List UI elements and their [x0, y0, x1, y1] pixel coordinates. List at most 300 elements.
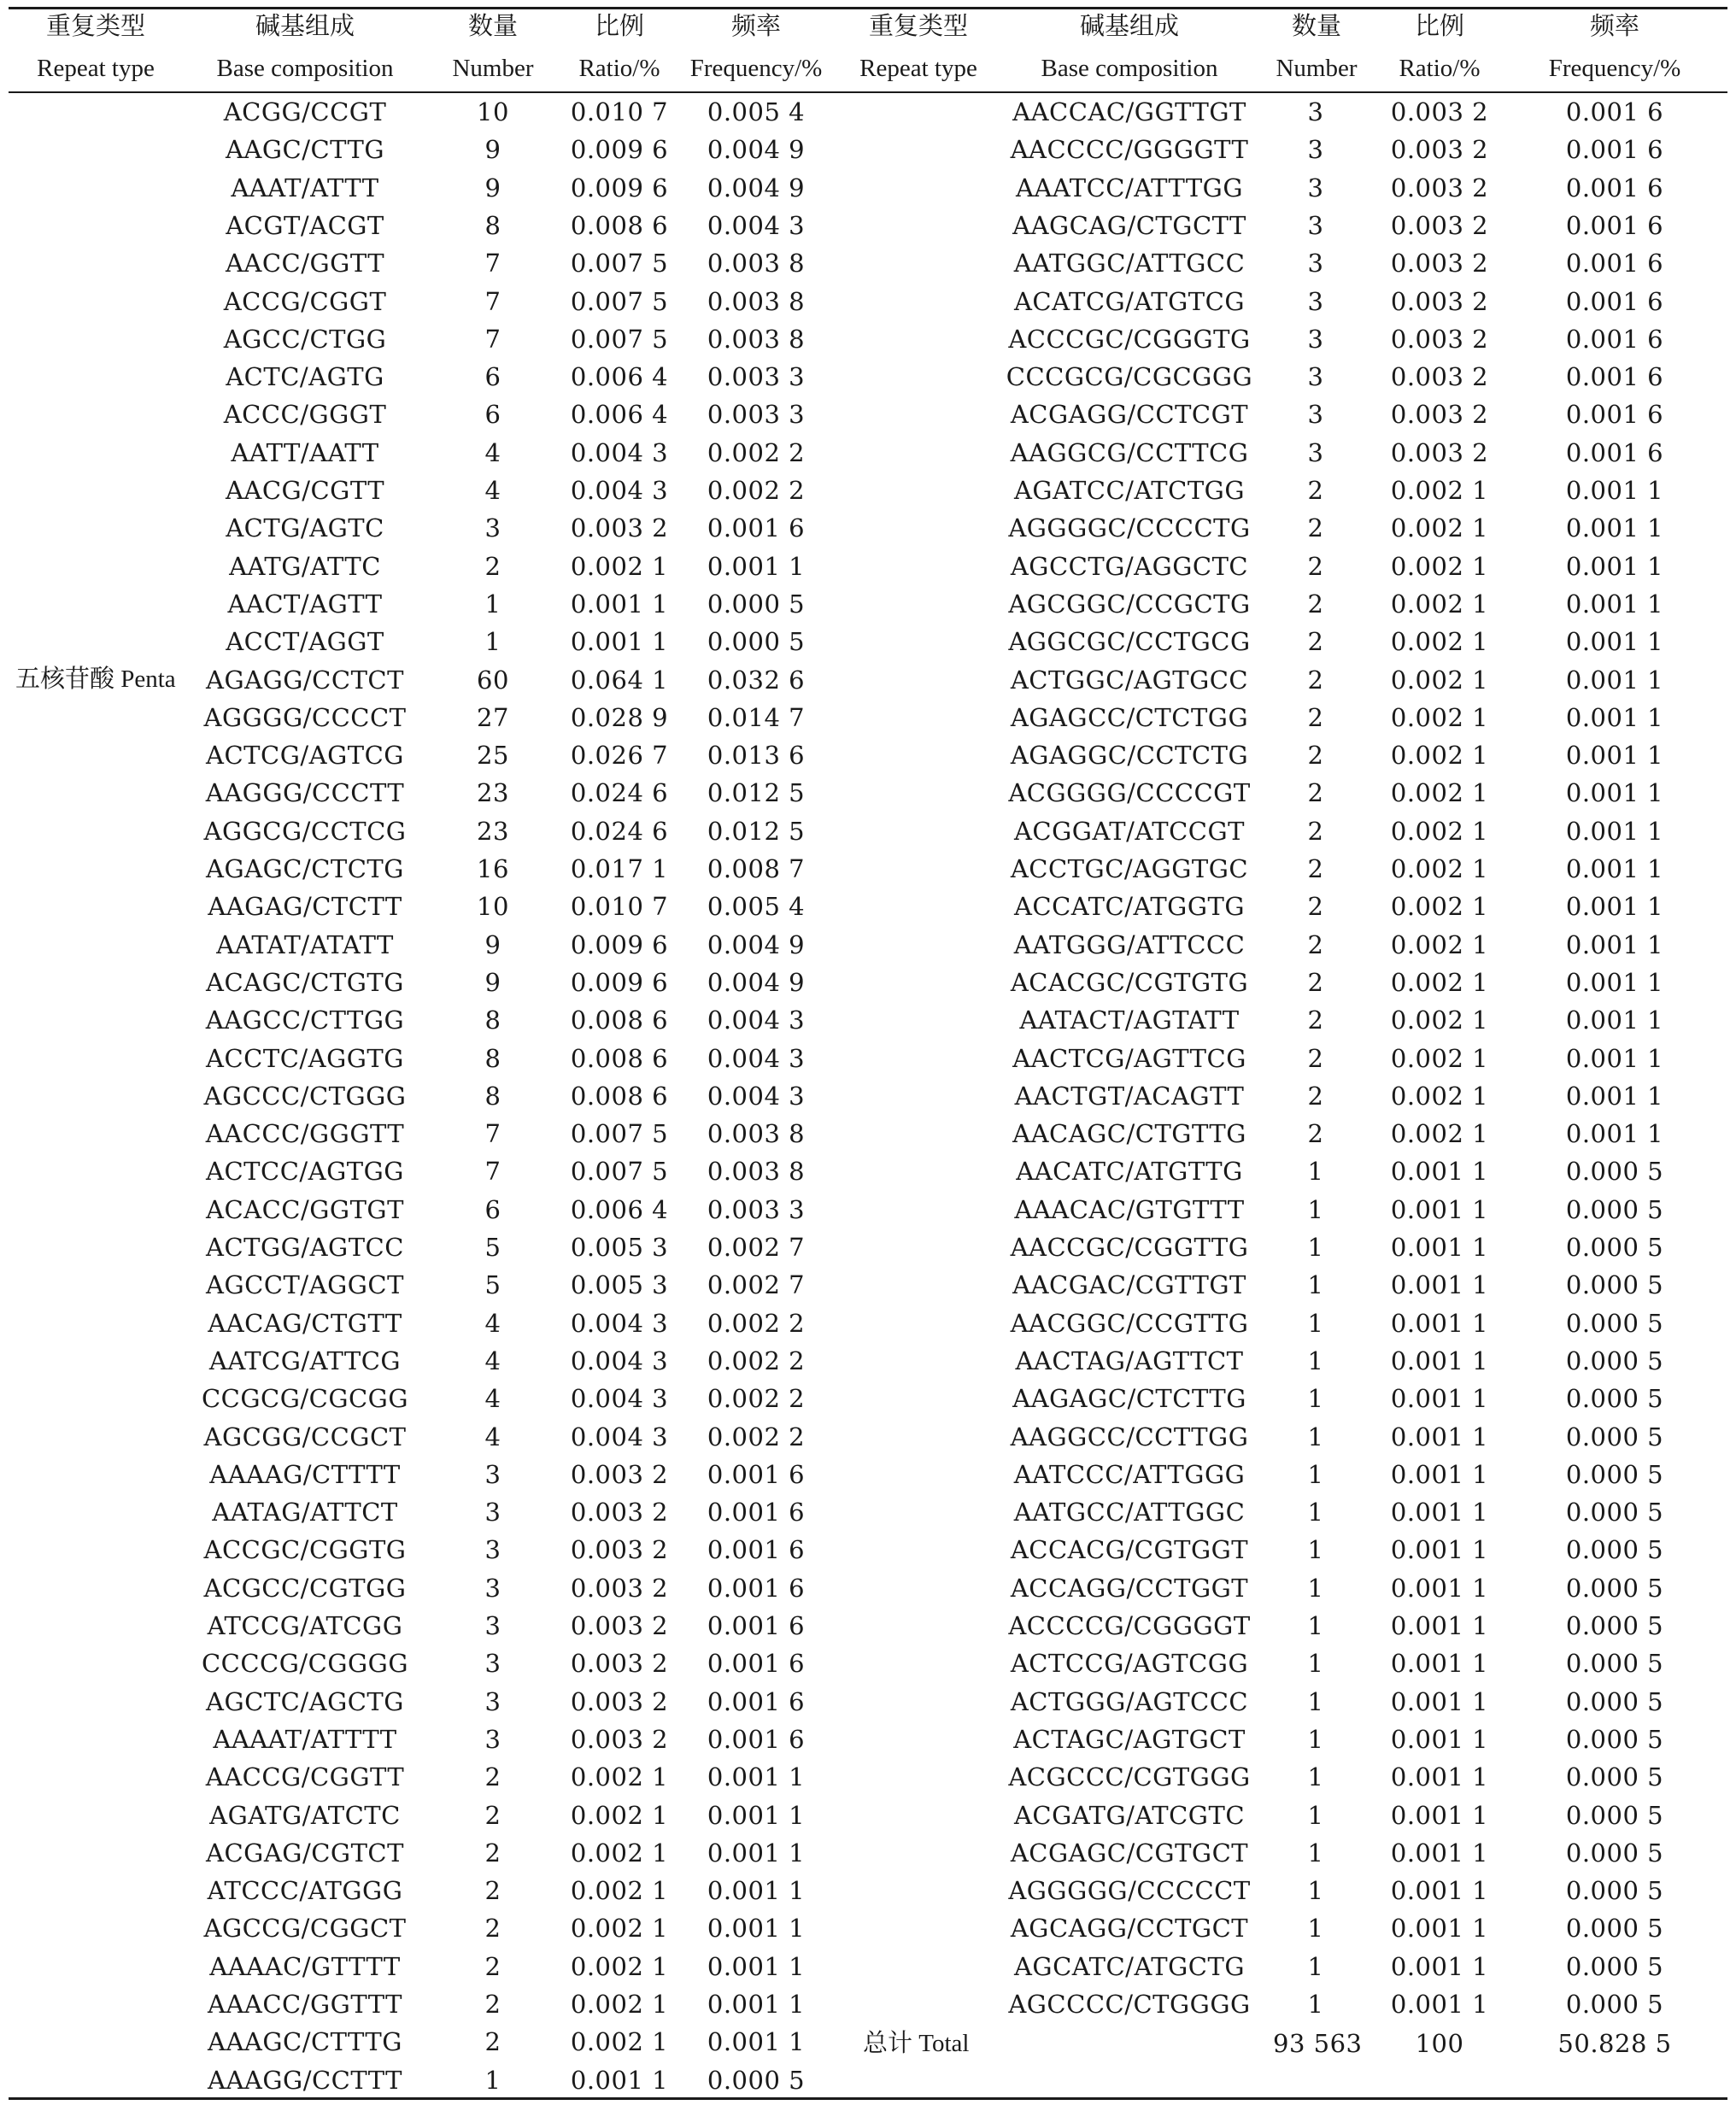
right-number-cell: 1 [1307, 1762, 1324, 1792]
header-right-zh-2: 数量 [1291, 11, 1341, 40]
right-base-composition-cell: ACGGAT/ATCCGT [1013, 816, 1246, 846]
right-ratio-cell: 0.002 1 [1390, 551, 1489, 581]
left-base-composition-cell: ACAGC/CTGTG [206, 967, 404, 997]
left-frequency-cell: 0.000 5 [707, 589, 806, 619]
right-base-composition-cell: AGCAGG/CCTGCT [1010, 1914, 1249, 1944]
right-number-cell: 1 [1307, 1800, 1324, 1830]
left-ratio-cell: 0.002 1 [570, 1951, 669, 1981]
left-frequency-cell: 0.003 8 [707, 324, 806, 354]
left-number-cell: 6 [484, 362, 501, 392]
left-ratio-cell: 0.004 3 [570, 1422, 669, 1451]
header-left-zh-0: 重复类型 [45, 11, 145, 40]
left-base-composition-cell: ACCG/CGGT [223, 286, 387, 316]
right-base-composition-cell: AAGCAG/CTGCTT [1012, 210, 1246, 240]
left-number-cell: 10 [477, 892, 509, 922]
left-frequency-cell: 0.000 5 [707, 627, 806, 657]
right-frequency-cell: 0.001 1 [1565, 741, 1664, 771]
right-ratio-cell: 0.001 1 [1390, 1573, 1489, 1603]
left-number-cell: 3 [484, 1649, 501, 1679]
right-base-composition-cell: ACGATG/ATCGTC [1013, 1800, 1246, 1830]
right-base-composition-cell: AACATC/ATGTTG [1016, 1157, 1243, 1187]
right-base-composition-cell: ACGAGC/CGTGCT [1010, 1838, 1249, 1868]
left-frequency-cell: 0.002 2 [707, 437, 806, 467]
left-frequency-cell: 0.008 7 [707, 854, 806, 883]
left-number-cell: 2 [484, 551, 501, 581]
right-base-composition-cell: AACTAG/AGTTCT [1015, 1346, 1244, 1375]
left-number-cell: 3 [484, 1686, 501, 1716]
right-number-cell: 2 [1307, 513, 1324, 543]
total-label: 总计 Total [863, 2030, 970, 2057]
left-ratio-cell: 0.004 3 [570, 1308, 669, 1338]
left-base-composition-cell: ACGT/ACGT [226, 210, 384, 240]
right-table-row [0, 1266, 1736, 1304]
right-table-row [0, 585, 1736, 623]
right-ratio-cell: 0.001 1 [1390, 1649, 1489, 1679]
right-table-row [0, 964, 1736, 1001]
right-ratio-cell: 0.002 1 [1390, 589, 1489, 619]
right-number-cell: 1 [1307, 1422, 1324, 1451]
right-frequency-cell: 0.001 1 [1565, 627, 1664, 657]
left-base-composition-cell: AGAGC/CTCTG [206, 854, 404, 883]
left-base-composition-cell: AATAT/ATATT [216, 929, 394, 959]
right-number-cell: 2 [1307, 741, 1324, 771]
left-frequency-cell: 0.001 6 [707, 1686, 806, 1716]
right-ratio-cell: 0.003 2 [1390, 286, 1489, 316]
left-ratio-cell: 0.002 1 [570, 1800, 669, 1830]
left-base-composition-cell: AGGGG/CCCCT [203, 702, 407, 732]
right-base-composition-cell: AATACT/AGTATT [1019, 1006, 1240, 1035]
right-table-row [0, 850, 1736, 888]
right-number-cell: 2 [1307, 702, 1324, 732]
right-base-composition-cell: AACCAC/GGTTGT [1012, 97, 1246, 126]
left-ratio-cell: 0.002 1 [570, 1876, 669, 1906]
left-ratio-cell: 0.003 2 [570, 1724, 669, 1754]
right-frequency-cell: 0.001 6 [1565, 249, 1664, 279]
right-frequency-cell: 0.000 5 [1565, 1914, 1664, 1944]
right-table-row [0, 661, 1736, 699]
left-frequency-cell: 0.005 4 [707, 892, 806, 922]
right-number-cell: 1 [1307, 1233, 1324, 1262]
left-number-cell: 4 [484, 476, 501, 505]
right-ratio-cell: 0.001 1 [1390, 1422, 1489, 1451]
right-ratio-cell: 0.002 1 [1390, 476, 1489, 505]
left-ratio-cell: 0.007 5 [570, 249, 669, 279]
header-right-en-0: Repeat type [859, 55, 977, 82]
left-frequency-cell: 0.001 6 [707, 1459, 806, 1489]
left-base-composition-cell: AGCCC/CTGGG [203, 1081, 407, 1111]
right-frequency-cell: 0.001 6 [1565, 324, 1664, 354]
right-number-cell: 2 [1307, 892, 1324, 922]
left-ratio-cell: 0.009 6 [570, 967, 669, 997]
right-table-row [0, 548, 1736, 585]
right-frequency-cell: 0.000 5 [1565, 1384, 1664, 1414]
right-ratio-cell: 0.002 1 [1390, 513, 1489, 543]
left-base-composition-cell: ATCCC/ATGGG [207, 1876, 403, 1906]
right-number-cell: 2 [1307, 778, 1324, 808]
right-base-composition-cell: ACCCGC/CGGGTG [1008, 324, 1251, 354]
left-frequency-cell: 0.012 5 [707, 816, 806, 846]
left-ratio-cell: 0.005 3 [570, 1233, 669, 1262]
right-ratio-cell: 0.002 1 [1390, 967, 1489, 997]
right-frequency-cell: 0.001 6 [1565, 210, 1664, 240]
right-ratio-cell: 0.001 1 [1390, 1724, 1489, 1754]
right-number-cell: 1 [1307, 1459, 1324, 1489]
left-ratio-cell: 0.003 2 [570, 1459, 669, 1489]
right-table-row [0, 1342, 1736, 1380]
right-table-row [0, 1418, 1736, 1456]
right-table-row [0, 396, 1736, 433]
left-ratio-cell: 0.003 2 [570, 1535, 669, 1565]
left-frequency-cell: 0.014 7 [707, 702, 806, 732]
right-frequency-cell: 0.000 5 [1565, 1194, 1664, 1224]
right-base-composition-cell: AGCCCC/CTGGGG [1008, 1990, 1251, 2019]
left-base-composition-cell: AAGC/CTTG [225, 135, 385, 165]
total-ratio: 100 [1415, 2029, 1464, 2058]
left-ratio-cell: 0.064 1 [570, 665, 669, 695]
right-base-composition-cell: ACGGGG/CCCCGT [1008, 778, 1251, 808]
right-ratio-cell: 0.001 1 [1390, 1157, 1489, 1187]
left-base-composition-cell: AAAAG/CTTTT [209, 1459, 401, 1489]
left-base-composition-cell: ACCT/AGGT [226, 627, 384, 657]
right-table-row [0, 1569, 1736, 1607]
left-frequency-cell: 0.004 9 [707, 173, 806, 202]
right-number-cell: 3 [1307, 210, 1324, 240]
left-frequency-cell: 0.001 1 [707, 1762, 806, 1792]
left-number-cell: 2 [484, 1951, 501, 1981]
left-frequency-cell: 0.000 5 [707, 2065, 806, 2095]
header-left-zh-1: 碱基组成 [255, 11, 355, 40]
left-ratio-cell: 0.009 6 [570, 173, 669, 202]
left-ratio-cell: 0.001 1 [570, 589, 669, 619]
left-frequency-cell: 0.004 9 [707, 135, 806, 165]
left-frequency-cell: 0.002 7 [707, 1270, 806, 1300]
right-number-cell: 1 [1307, 1724, 1324, 1754]
right-table-row [0, 1531, 1736, 1568]
left-ratio-cell: 0.007 5 [570, 286, 669, 316]
right-table-row [0, 1115, 1736, 1152]
right-number-cell: 1 [1307, 1535, 1324, 1565]
right-ratio-cell: 0.003 2 [1390, 437, 1489, 467]
right-table-row [0, 1872, 1736, 1909]
right-table-row [0, 472, 1736, 509]
left-frequency-cell: 0.005 4 [707, 97, 806, 126]
left-base-composition-cell: ACGCC/CGTGG [203, 1573, 407, 1603]
right-base-composition-cell: ACCAGG/CCTGGT [1010, 1573, 1249, 1603]
left-number-cell: 7 [484, 324, 501, 354]
right-frequency-cell: 0.001 1 [1565, 1006, 1664, 1035]
left-frequency-cell: 0.002 7 [707, 1233, 806, 1262]
right-table-row [0, 1380, 1736, 1417]
left-base-composition-cell: CCCCG/CGGGG [201, 1649, 409, 1679]
right-ratio-cell: 0.002 1 [1390, 1081, 1489, 1111]
right-base-composition-cell: AGCGGC/CCGCTG [1008, 589, 1251, 619]
left-ratio-cell: 0.009 6 [570, 135, 669, 165]
left-base-composition-cell: ACCGC/CGGTG [203, 1535, 407, 1565]
right-table-row [0, 699, 1736, 736]
left-ratio-cell: 0.002 1 [570, 2027, 669, 2057]
header-right-en-2: Number [1276, 55, 1358, 82]
right-table-row [0, 131, 1736, 168]
right-ratio-cell: 0.001 1 [1390, 1951, 1489, 1981]
right-frequency-cell: 0.001 1 [1565, 1081, 1664, 1111]
left-ratio-cell: 0.003 2 [570, 1498, 669, 1527]
header-right-zh-1: 碱基组成 [1079, 11, 1179, 40]
right-ratio-cell: 0.001 1 [1390, 1270, 1489, 1300]
right-number-cell: 2 [1307, 551, 1324, 581]
right-base-composition-cell: AATGCC/ATTGGC [1013, 1498, 1246, 1527]
left-frequency-cell: 0.003 8 [707, 1157, 806, 1187]
left-ratio-cell: 0.008 6 [570, 210, 669, 240]
left-base-composition-cell: AGCC/CTGG [223, 324, 387, 354]
left-ratio-cell: 0.003 2 [570, 1611, 669, 1640]
left-frequency-cell: 0.012 5 [707, 778, 806, 808]
right-base-composition-cell: ACGCCC/CGTGGG [1008, 1762, 1251, 1792]
right-table-row [0, 1305, 1736, 1342]
right-number-cell: 1 [1307, 1346, 1324, 1375]
left-base-composition-cell: ACGAG/CGTCT [206, 1838, 404, 1868]
right-number-cell: 3 [1307, 400, 1324, 430]
right-table-row [0, 774, 1736, 812]
right-frequency-cell: 0.001 1 [1565, 665, 1664, 695]
header-right-en-3: Ratio/% [1399, 55, 1481, 82]
left-ratio-cell: 0.024 6 [570, 816, 669, 846]
left-base-composition-cell: AAGCC/CTTGG [205, 1006, 405, 1035]
left-base-composition-cell: AATG/ATTC [229, 551, 381, 581]
left-number-cell: 23 [477, 778, 509, 808]
right-table-row [0, 207, 1736, 244]
right-table-row [0, 93, 1736, 131]
left-ratio-cell: 0.002 1 [570, 551, 669, 581]
left-base-composition-cell: ACTCC/AGTGG [206, 1157, 404, 1187]
left-frequency-cell: 0.013 6 [707, 741, 806, 771]
right-base-composition-cell: AATGGG/ATTCCC [1013, 929, 1246, 959]
right-base-composition-cell: AGGGGG/CCCCCT [1008, 1876, 1251, 1906]
left-frequency-cell: 0.001 6 [707, 1573, 806, 1603]
left-number-cell: 7 [484, 1119, 501, 1149]
right-frequency-cell: 0.000 5 [1565, 1724, 1664, 1754]
right-table-row [0, 888, 1736, 925]
left-number-cell: 6 [484, 1194, 501, 1224]
left-base-composition-cell: AAGGG/CCCTT [205, 778, 405, 808]
right-frequency-cell: 0.001 1 [1565, 513, 1664, 543]
total-frequency: 50.828 5 [1557, 2029, 1672, 2058]
left-base-composition-cell: AAGAG/CTCTT [208, 892, 402, 922]
right-number-cell: 1 [1307, 1384, 1324, 1414]
left-frequency-cell: 0.001 1 [707, 1990, 806, 2019]
left-number-cell: 4 [484, 1308, 501, 1338]
left-number-cell: 3 [484, 513, 501, 543]
right-ratio-cell: 0.002 1 [1390, 627, 1489, 657]
right-base-composition-cell: AACGAC/CGTTGT [1012, 1270, 1246, 1300]
header-right-en-4: Frequency/% [1548, 55, 1681, 82]
left-number-cell: 2 [484, 1876, 501, 1906]
header-right-zh-4: 频率 [1589, 11, 1639, 40]
left-frequency-cell: 0.002 2 [707, 1346, 806, 1375]
left-ratio-cell: 0.004 3 [570, 1346, 669, 1375]
left-ratio-cell: 0.003 2 [570, 1686, 669, 1716]
left-base-composition-cell: AACT/AGTT [227, 589, 383, 619]
right-base-composition-cell: AAACAC/GTGTTT [1014, 1194, 1245, 1224]
left-frequency-cell: 0.001 6 [707, 1535, 806, 1565]
right-table-row [0, 169, 1736, 207]
right-frequency-cell: 0.001 1 [1565, 778, 1664, 808]
right-frequency-cell: 0.000 5 [1565, 1270, 1664, 1300]
left-base-composition-cell: AACAG/CTGTT [208, 1308, 402, 1338]
right-base-composition-cell: AACAGC/CTGTTG [1012, 1119, 1246, 1149]
right-base-composition-cell: ACCCCG/CGGGGT [1008, 1611, 1251, 1640]
right-number-cell: 3 [1307, 135, 1324, 165]
left-ratio-cell: 0.005 3 [570, 1270, 669, 1300]
right-number-cell: 1 [1307, 1649, 1324, 1679]
right-base-composition-cell: AACCCC/GGGGTT [1010, 135, 1249, 165]
left-table-row [0, 2061, 1736, 2099]
right-base-composition-cell: ACTAGC/AGTGCT [1013, 1724, 1246, 1754]
right-ratio-cell: 0.001 1 [1390, 1498, 1489, 1527]
left-ratio-cell: 0.024 6 [570, 778, 669, 808]
left-frequency-cell: 0.032 6 [707, 665, 806, 695]
right-base-composition-cell: AACCGC/CGGTTG [1010, 1233, 1249, 1262]
left-ratio-cell: 0.017 1 [570, 854, 669, 883]
right-number-cell: 1 [1307, 1990, 1324, 2019]
left-ratio-cell: 0.010 7 [570, 97, 669, 126]
right-ratio-cell: 0.002 1 [1390, 741, 1489, 771]
right-number-cell: 1 [1307, 1157, 1324, 1187]
right-frequency-cell: 0.001 1 [1565, 816, 1664, 846]
left-frequency-cell: 0.001 1 [707, 1838, 806, 1868]
left-number-cell: 4 [484, 1422, 501, 1451]
right-base-composition-cell: AATGGC/ATTGCC [1013, 249, 1246, 279]
left-number-cell: 9 [484, 135, 501, 165]
right-table-row [0, 358, 1736, 396]
right-base-composition-cell: AAGAGC/CTCTTG [1012, 1384, 1246, 1414]
left-frequency-cell: 0.001 1 [707, 1951, 806, 1981]
left-base-composition-cell: AAAT/ATTT [231, 173, 379, 202]
right-frequency-cell: 0.001 1 [1565, 702, 1664, 732]
right-base-composition-cell: AGATCC/ATCTGG [1013, 476, 1246, 505]
right-number-cell: 1 [1307, 1270, 1324, 1300]
right-ratio-cell: 0.002 1 [1390, 702, 1489, 732]
left-number-cell: 16 [477, 854, 509, 883]
right-number-cell: 2 [1307, 967, 1324, 997]
right-number-cell: 1 [1307, 1914, 1324, 1944]
left-number-cell: 2 [484, 1990, 501, 2019]
left-frequency-cell: 0.003 8 [707, 286, 806, 316]
left-frequency-cell: 0.004 3 [707, 1006, 806, 1035]
right-frequency-cell: 0.000 5 [1565, 1346, 1664, 1375]
right-ratio-cell: 0.001 1 [1390, 1384, 1489, 1414]
right-base-composition-cell: AGAGCC/CTCTGG [1010, 702, 1249, 732]
group-label-penta: 五核苷酸 Penta [15, 666, 176, 693]
right-number-cell: 2 [1307, 1043, 1324, 1073]
left-number-cell: 3 [484, 1724, 501, 1754]
left-base-composition-cell: CCGCG/CGCGG [201, 1384, 409, 1414]
right-ratio-cell: 0.001 1 [1390, 1346, 1489, 1375]
right-frequency-cell: 0.001 1 [1565, 476, 1664, 505]
left-frequency-cell: 0.001 6 [707, 1611, 806, 1640]
right-number-cell: 2 [1307, 665, 1324, 695]
right-base-composition-cell: AACGGC/CCGTTG [1010, 1308, 1249, 1338]
right-frequency-cell: 0.001 1 [1565, 854, 1664, 883]
left-frequency-cell: 0.001 1 [707, 551, 806, 581]
header-left-en-3: Ratio/% [578, 55, 660, 82]
right-base-composition-cell: AGGGGC/CCCCTG [1008, 513, 1251, 543]
right-base-composition-cell: AGGCGC/CCTGCG [1008, 627, 1251, 657]
right-table-row [0, 1797, 1736, 1834]
left-frequency-cell: 0.001 6 [707, 1649, 806, 1679]
left-frequency-cell: 0.003 3 [707, 400, 806, 430]
right-ratio-cell: 0.002 1 [1390, 778, 1489, 808]
left-number-cell: 1 [484, 2065, 501, 2095]
left-ratio-cell: 0.008 6 [570, 1043, 669, 1073]
right-frequency-cell: 0.001 1 [1565, 551, 1664, 581]
left-frequency-cell: 0.002 2 [707, 1384, 806, 1414]
right-ratio-cell: 0.003 2 [1390, 324, 1489, 354]
right-base-composition-cell: ACTGGG/AGTCCC [1010, 1686, 1249, 1716]
right-frequency-cell: 0.001 6 [1565, 400, 1664, 430]
right-base-composition-cell: ACGAGG/CCTCGT [1010, 400, 1249, 430]
right-frequency-cell: 0.000 5 [1565, 1649, 1664, 1679]
left-ratio-cell: 0.008 6 [570, 1006, 669, 1035]
right-table-row [0, 1191, 1736, 1228]
right-ratio-cell: 0.001 1 [1390, 1308, 1489, 1338]
right-ratio-cell: 0.002 1 [1390, 665, 1489, 695]
left-base-composition-cell: ACCTC/AGGTG [206, 1043, 404, 1073]
left-base-composition-cell: AACCC/GGGTT [205, 1119, 405, 1149]
right-ratio-cell: 0.002 1 [1390, 816, 1489, 846]
left-ratio-cell: 0.006 4 [570, 400, 669, 430]
left-frequency-cell: 0.002 2 [707, 1308, 806, 1338]
right-frequency-cell: 0.001 1 [1565, 1119, 1664, 1149]
left-ratio-cell: 0.006 4 [570, 1194, 669, 1224]
left-number-cell: 1 [484, 589, 501, 619]
left-ratio-cell: 0.003 2 [570, 513, 669, 543]
left-base-composition-cell: AAAAC/GTTTT [209, 1951, 401, 1981]
right-ratio-cell: 0.001 1 [1390, 1800, 1489, 1830]
right-number-cell: 2 [1307, 1081, 1324, 1111]
right-number-cell: 1 [1307, 1573, 1324, 1603]
right-table-row [0, 1228, 1736, 1266]
right-number-cell: 3 [1307, 437, 1324, 467]
left-base-composition-cell: AGCTC/AGCTG [206, 1686, 404, 1716]
right-number-cell: 2 [1307, 589, 1324, 619]
left-base-composition-cell: AAACC/GGTTT [208, 1990, 402, 2019]
header-left-en-4: Frequency/% [689, 55, 823, 82]
left-ratio-cell: 0.003 2 [570, 1649, 669, 1679]
right-number-cell: 2 [1307, 1119, 1324, 1149]
right-ratio-cell: 0.003 2 [1390, 362, 1489, 392]
right-number-cell: 2 [1307, 929, 1324, 959]
left-ratio-cell: 0.002 1 [570, 1914, 669, 1944]
left-frequency-cell: 0.002 2 [707, 476, 806, 505]
left-base-composition-cell: AGCCG/CGGCT [203, 1914, 407, 1944]
right-frequency-cell: 0.001 6 [1565, 97, 1664, 126]
left-number-cell: 3 [484, 1573, 501, 1603]
right-frequency-cell: 0.001 6 [1565, 437, 1664, 467]
left-base-composition-cell: ACTGG/AGTCC [206, 1233, 404, 1262]
right-frequency-cell: 0.000 5 [1565, 1762, 1664, 1792]
right-ratio-cell: 0.001 1 [1390, 1990, 1489, 2019]
left-base-composition-cell: AGCCT/AGGCT [206, 1270, 404, 1300]
left-number-cell: 2 [484, 2027, 501, 2057]
header-left-en-1: Base composition [216, 55, 394, 82]
left-number-cell: 2 [484, 1838, 501, 1868]
header-left-en-0: Repeat type [37, 55, 155, 82]
right-ratio-cell: 0.003 2 [1390, 400, 1489, 430]
left-base-composition-cell: ACACC/GGTGT [206, 1194, 404, 1224]
right-frequency-cell: 0.001 6 [1565, 362, 1664, 392]
left-frequency-cell: 0.004 9 [707, 967, 806, 997]
left-number-cell: 4 [484, 437, 501, 467]
